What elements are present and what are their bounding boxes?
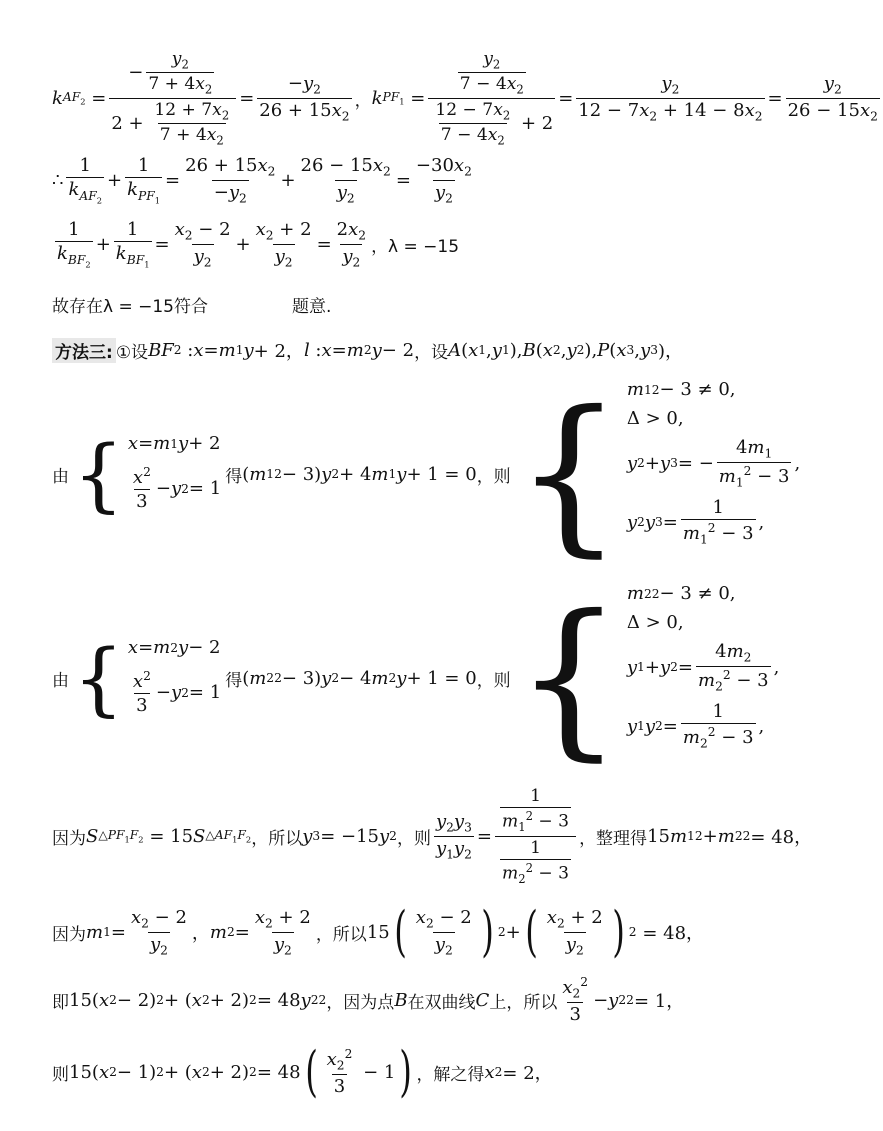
system-two-block: 由 { x = m 2 y − 2 $\frac{x^2}{3}$ − y 2 = 1 得 ( m 2 2 − 3) y 2 − 4 m 2 y + 1 = 0 ，则 { m 2 2 − 3 ≠ 0, Δ > 0, y 1 + y 2 = $\frac{4m_2}{m_2^2 - 3}$ , y 1 y 2 = $\frac{1}{m_2^2 - 3}$ , [52, 579, 780, 777]
method-three-line: 方法三: ①设 BF 2 : x = m 1 y + 2， l : x = m 2 y − 2 ，设 A ( x 1 , y 1 ), B ( x 2 , y 2 ), P ( x 3 , y 3 )， [52, 330, 683, 370]
k-pf1-complex-fraction: $\frac{y_2}{7 - 4x_2}$ $\frac{12 - 7x_2}{7 - 4x_2}$ + 2 [428, 49, 555, 148]
conclusion-line: 故存在λ = −15符合 题意. [52, 296, 332, 317]
therefore-sum-line: ∴ $\frac{1}{k_{AF_2}}$ + $\frac{1}{k_{PF_1}}$ = $\frac{26 + 15x_2}{-y_2}$ + $\frac{26 - 15x_2}{y_2}$ = $\frac{-30x_2}{y_2}$ [52, 154, 472, 206]
k-af2-complex-fraction: − $\frac{y_2}{7 + 4x_2}$ 2 + $\frac{12 + 7x_2}{7 + 4x_2}$ [109, 49, 236, 148]
hyperbola-point-line: 即 15( x 2 − 2) 2 + ( x 2 + 2) 2 = 48 y 2 2 ，因为点 B 在双曲线 C 上，所以 $\frac{x_2^2}{3}$ − y 2 2 = 1， [52, 975, 685, 1025]
area-ratio-line: 因为 S $\triangle PF_1F_2$ = 15 S $\triangle AF_1F_2$ ，所以 y 3 = −15 y 2 ，则 $\frac{y_2y_3}{y_1y_2}$ = $\frac{\frac{1}{m_1^2 - 3}}{\frac{1}{m_2^2 - 3}}$ ，整理得 15 m 1 2 + m 2 2 = 48， [52, 786, 813, 886]
system-one-block: 由 { x = m 1 y + 2 $\frac{x^2}{3}$ − y 2 = 1 得 ( m 1 2 − 3) y 2 + 4 m 1 y + 1 = 0 ，则 { m 1 2 − 3 ≠ 0, Δ > 0, y 2 + y 3 = − $\frac{4m_1}{m_1^2 - 3}$ , y 2 y 3 = $\frac{1}{m_1^2 - 3}$ , [52, 375, 801, 573]
solution-line: 则 15( x 2 − 1) 2 + ( x 2 + 2) 2 = 48 ( $\frac{x_2^2}{3}$ − 1 ) ，解之得 x 2 = 2， [52, 1040, 553, 1103]
m-values-line: 因为 m 1 = $\frac{x_2 - 2}{y_2}$ ， m 2 = $\frac{x_2 + 2}{y_2}$ ，所以 15 ( $\frac{x_2 - 2}{y_2}$ ) 2 + ( $\frac{x_2 + 2}{y_2}$ ) 2 = 48， [52, 900, 705, 963]
bf-sum-line: $\frac{1}{k_{BF_2}}$ + $\frac{1}{k_{BF_1}}$ = $\frac{x_2 - 2}{y_2}$ + $\frac{x_2 + 2}{y_2}$ = $\frac{2x_2}{y_2}$ ，λ = −15 [57, 218, 460, 270]
method-three-label: 方法三: [52, 338, 116, 363]
slope-formulas-line: k $AF_2$ = − $\frac{y_2}{7 + 4x_2}$ 2 + $\frac{12 + 7x_2}{7 + 4x_2}$ = $\frac{-y_2}{26 + 15x_2}$ ， k $PF_1$ = $\frac{y_2}{7 - 4x_2}$ $\frac{12 - 7x_2}{7 - 4x_2}$ + 2 = $\frac{y_2}{12 - 7x_2 + 14 - 8x_2}$ = $\frac{y_2}{26 - 15x_2}$ [52, 48, 878, 148]
